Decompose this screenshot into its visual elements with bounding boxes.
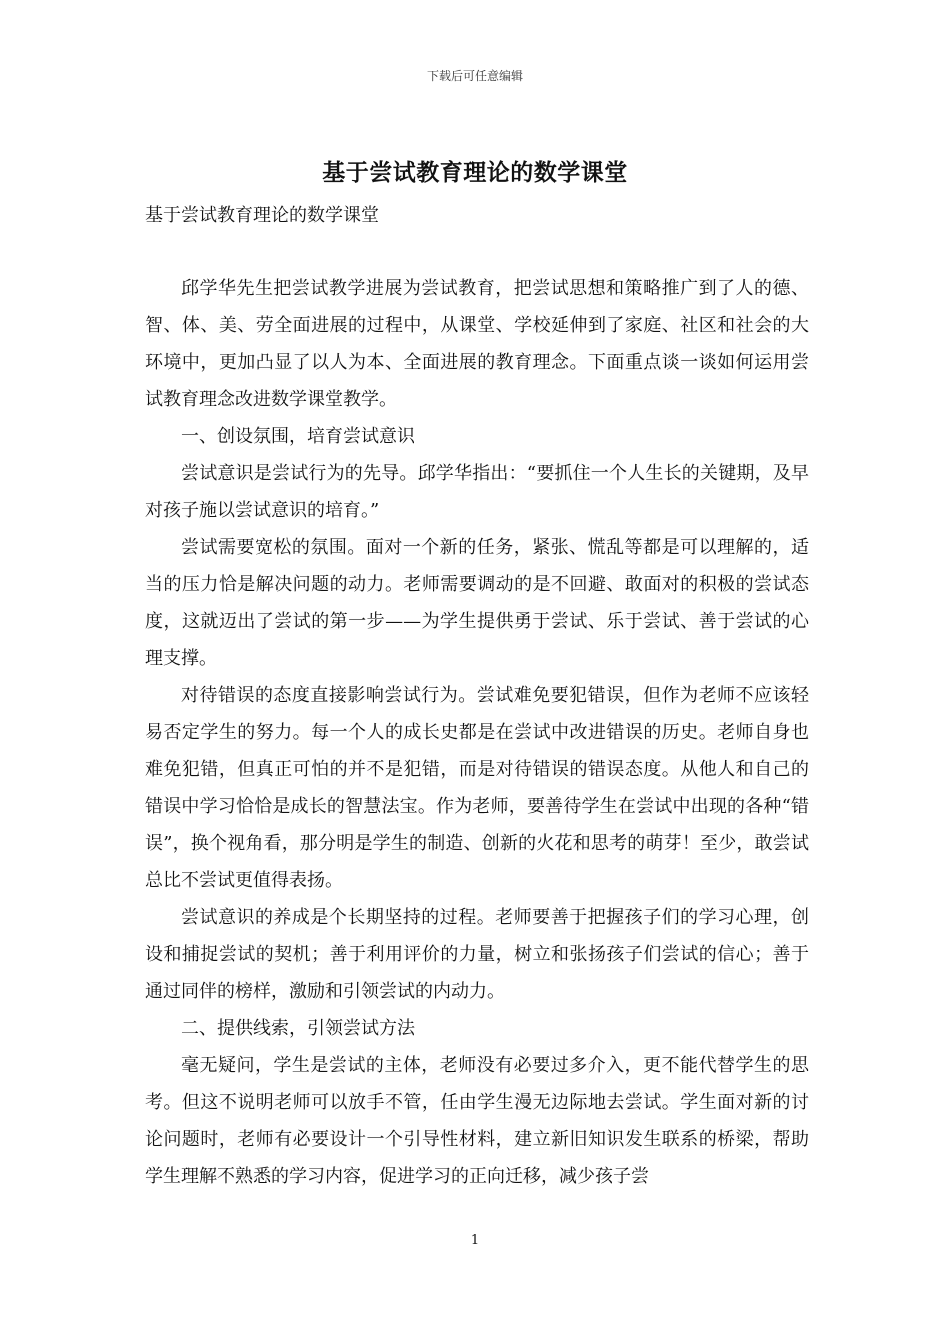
paragraph: 尝试意识的养成是个长期坚持的过程。老师要善于把握孩子们的学习心理，创设和捕捉尝试的契机；善于利用评价的力量，树立和张扬孩子们尝试的信心；善于通过同伴的榜样，激励和引领尝试的内动力。	[145, 907, 809, 1002]
document-body	[145, 270, 809, 1195]
paragraph: 对待错误的态度直接影响尝试行为。尝试难免要犯错误，但作为老师不应该轻易否定学生的努力。每一个人的成长史都是在尝试中改进错误的历史。老师自身也难免犯错，但真正可怕的并不是犯错，而是对待错误的错误态度。从他人和自己的错误中学习恰恰是成长的智慧法宝。作为老师，要善待学生在尝试中出现的各种“错误”，换个视角看，那分明是学生的制造、创新的火花和思考的萌芽！至少，敢尝试总比不尝试更值得表扬。	[145, 685, 809, 891]
paragraph: 毫无疑问，学生是尝试的主体，老师没有必要过多介入，更不能代替学生的思考。但这不说明老师可以放手不管，任由学生漫无边际地去尝试。学生面对新的讨论问题时，老师有必要设计一个引导性材料，建立新旧知识发生联系的桥梁，帮助学生理解不熟悉的学习内容，促进学习的正向迁移，减少孩子尝	[145, 1055, 809, 1187]
paragraph-intro: 邱学华先生把尝试教学进展为尝试教育，把尝试思想和策略推广到了人的德、智、体、美、劳全面进展的过程中，从课堂、学校延伸到了家庭、社区和社会的大环境中，更加凸显了以人为本、全面进展的教育理念。下面重点谈一谈如何运用尝试教育理念改进数学课堂教学。	[145, 278, 809, 410]
section-heading-2: 二、提供线索，引领尝试方法	[181, 1018, 415, 1039]
paragraph: 尝试意识是尝试行为的先导。邱学华指出：“要抓住一个人生长的关键期，及早对孩子施以尝试意识的培育。”	[145, 463, 809, 521]
paragraph: 尝试需要宽松的氛围。面对一个新的任务，紧张、慌乱等都是可以理解的，适当的压力恰是解决问题的动力。老师需要调动的是不回避、敢面对的积极的尝试态度，这就迈出了尝试的第一步——为学生提供勇于尝试、乐于尝试、善于尝试的心理支撑。	[145, 537, 809, 669]
header-note: 下载后可任意编辑	[426, 69, 523, 83]
page-number: 1	[470, 1233, 480, 1248]
document-title: 基于尝试教育理论的数学课堂	[322, 159, 628, 186]
section-heading-1: 一、创设氛围，培育尝试意识	[181, 426, 415, 447]
document-subtitle: 基于尝试教育理论的数学课堂	[145, 205, 379, 226]
